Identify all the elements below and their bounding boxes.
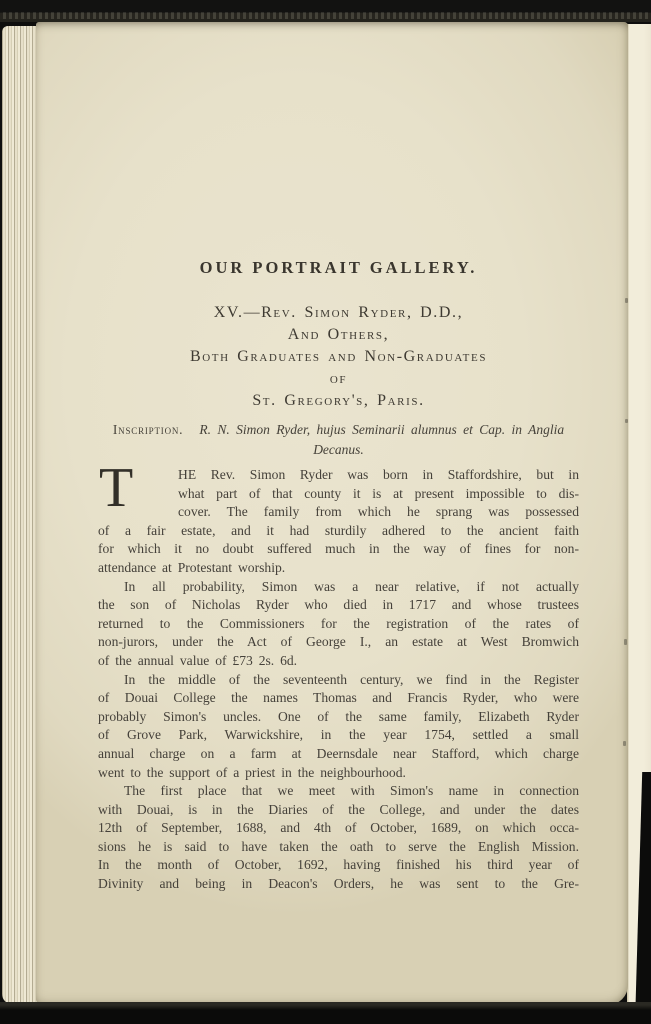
text-line: In the month of October, 1692, having finished his third year of <box>98 857 579 873</box>
text-line: of the annual value of £73 2s. 6d. <box>98 652 298 668</box>
text-line: 12th of September, 1688, and 4th of October, 1689, on which occa- <box>98 820 579 836</box>
text-line: attendance at Protestant worship. <box>98 559 286 575</box>
heading-line-and-others: And Others, <box>287 326 390 343</box>
text-line: non-jurors, under the Act of George I., an estate at West Bromwich <box>98 634 579 650</box>
inscription <box>98 420 579 460</box>
text-line: probably Simon's uncles. One of the same family, Elizabeth Ryder <box>98 708 579 724</box>
text-line: returned to the Commissioners for the registration of the rates of <box>98 615 579 631</box>
book-board-top-edge <box>0 0 651 22</box>
page-text-block <box>98 258 579 894</box>
article-heading <box>98 302 579 412</box>
page-edge-mark <box>623 741 626 746</box>
text-line: the son of Nicholas Ryder who died in 1717 and whose trustees <box>98 597 579 613</box>
inscription-label: Inscription. <box>112 422 184 437</box>
text-line: In all probability, Simon was a near relative, if not actually <box>124 578 579 594</box>
text-line: annual charge on a farm at Deernsdale near Stafford, which charge <box>98 745 579 761</box>
text-line: sions he is said to have taken the oath to serve the English Mission. <box>98 838 579 854</box>
book-board-bottom-edge <box>0 1002 651 1024</box>
text-line: cover. The family from which he sprang was possessed <box>178 504 579 520</box>
text-line: with Douai, is in the Diaries of the College, and under the dates <box>98 801 579 817</box>
text-line: of Grove Park, Warwickshire, in the year 1754, settled a small <box>98 727 579 743</box>
text-line: Divinity and being in Deacon's Orders, he was sent to the Gre- <box>98 876 579 892</box>
page-edge-mark <box>624 639 627 645</box>
paragraph-4 <box>98 782 579 894</box>
text-line: The first place that we meet with Simon's name in connection <box>124 783 579 799</box>
heading-line-of: of <box>329 370 348 387</box>
page-edge-mark <box>625 298 628 303</box>
heading-line-graduates: Both Graduates and Non-Graduates <box>189 348 488 365</box>
page-title: OUR PORTRAIT GALLERY. <box>199 258 478 277</box>
text-line: of a fair estate, and it had sturdily adhered to the ancient faith <box>98 522 579 538</box>
heading-line-college: St. Gregory's, Paris. <box>252 392 425 409</box>
page-edge-mark <box>625 419 628 423</box>
inscription-line-2: Decanus. <box>313 442 364 457</box>
text-line: what part of that county it is at present impossible to dis- <box>178 485 579 501</box>
paragraph-2 <box>98 578 579 671</box>
page-stack-left-edges <box>2 26 38 1004</box>
heading-line-number-name: XV.—Rev. Simon Ryder, D.D., <box>213 304 464 321</box>
paragraph-1 <box>98 466 579 578</box>
text-line: of Douai College the names Thomas and Francis Ryder, who were <box>98 690 579 706</box>
text-line: HE Rev. Simon Ryder was born in Staffordshire, but in <box>178 467 579 482</box>
drop-cap: T <box>99 457 134 519</box>
book-page <box>36 22 628 1005</box>
text-line: went to the support of a priest in the neighbourhood. <box>98 764 406 780</box>
inscription-text: R. N. Simon Ryder, hujus Seminarii alumnus et Cap. in Anglia <box>199 422 565 437</box>
text-line: for which it no doubt suffered much in the way of fines for non- <box>98 541 579 557</box>
paragraph-3 <box>98 671 579 783</box>
text-line: In the middle of the seventeenth century, we find in the Register <box>124 671 579 687</box>
article-body <box>98 457 579 894</box>
inscription-line-1 <box>98 420 579 440</box>
